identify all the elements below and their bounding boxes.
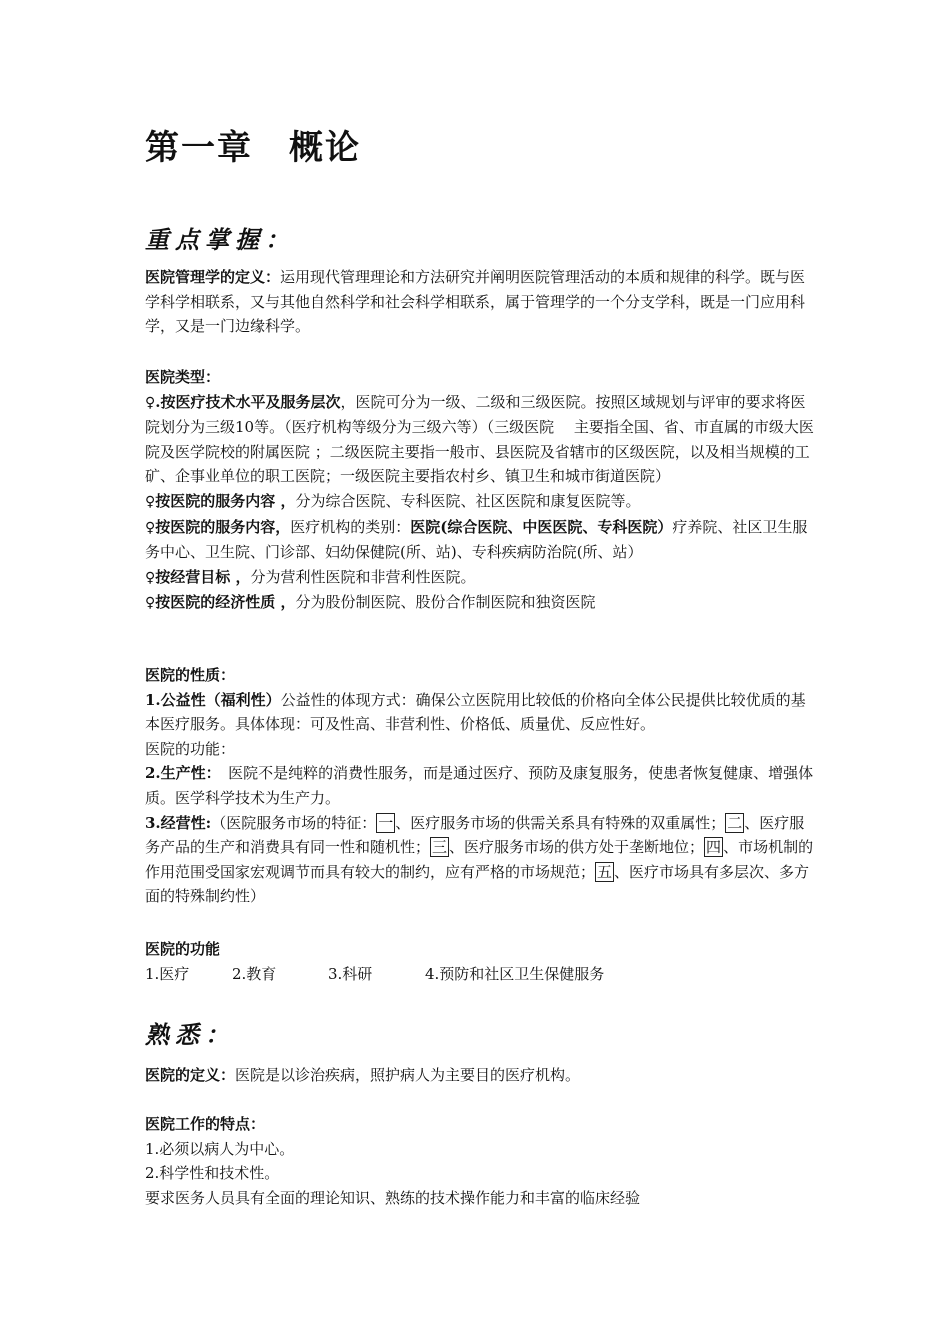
function-item: 1.医疗 xyxy=(145,964,190,983)
female-symbol-icon: ♀ xyxy=(145,569,156,586)
female-symbol-icon: ♀ xyxy=(145,519,156,536)
type-item-3-text: 医疗机构的类别： xyxy=(290,517,411,536)
nature-3-text: （医院服务市场的特征： xyxy=(211,813,377,832)
types-heading: 医院类型： xyxy=(145,368,221,386)
boxed-numeral: 四 xyxy=(706,838,722,857)
function-item: 2.教育 xyxy=(232,964,277,983)
nature-1-label: 1.公益性（福利性） xyxy=(145,690,281,709)
type-item-4-text: 分为营利性医院和非营利性医院。 xyxy=(250,567,476,586)
nature-2-text: 医院不是纯粹的消费性服务，而是通过医疗、预防及康复服务，使患者恢复健康、增强体质。医学科学技术为生产力。 xyxy=(145,764,814,807)
type-item-3-label: 按医院的服务内容， xyxy=(155,517,291,536)
boxed-numeral: 一 xyxy=(378,813,394,832)
work-characteristics xyxy=(145,1112,815,1210)
chapter-name: 概论 xyxy=(289,128,361,168)
boxed-numeral: 五 xyxy=(597,862,613,881)
hospital-nature xyxy=(145,663,815,909)
nature-3-text: 、医疗服务产品的生产和消费具有同一性和随机性； xyxy=(145,813,805,857)
functions-heading: 医院的功能 xyxy=(145,940,221,958)
nature-1-text: 公益性的体现方式：确保公立医院用比较低的价格向全体公民提供比较优质的基本医疗服务。具体体现：可及性高、非营利性、价格低、质量优、反应性好。 xyxy=(145,690,806,734)
hospital-types xyxy=(145,365,815,616)
hospital-def-label: 医院的定义： xyxy=(145,1066,236,1084)
type-item-1-text: ，医院可分为一级、二级和三级医院。按照区域规划与评审的要求将医院划分为三级10等。（医疗机构等级分为三级六等）（三级医院 主要指全国、省、市直属的市级大医院及医学院校的附属医院 ；二级医院主要指一般市、县医院及省辖市的区级医院，以及相当规模的工矿、企事业单位的职工医院；一级医院主要指农村乡、镇卫生和城市街道医院） xyxy=(145,392,814,486)
hospital-def-text: 医院是以诊治疾病，照护病人为主要目的医疗机构。 xyxy=(235,1066,581,1084)
female-symbol-icon: ♀ xyxy=(145,493,156,510)
nature-3-text: 、医疗市场具有多层次、多方面的特殊制约性） xyxy=(145,862,810,906)
section-heading-master: 重点掌握： xyxy=(145,225,295,254)
chapter-number: 第一章 xyxy=(145,128,253,168)
nature-function-line: 医院的功能： xyxy=(145,739,236,758)
type-item-2-label: 按医院的服务内容 ， xyxy=(155,491,296,510)
female-symbol-icon: ♀ xyxy=(145,394,156,411)
work-item-1: 1.必须以病人为中心。 xyxy=(145,1139,295,1158)
work-item-2: 2.科学性和技术性。 xyxy=(145,1164,280,1183)
boxed-numeral: 二 xyxy=(727,813,743,832)
type-item-5-text: 分为股份制医院、股份合作制医院和独资医院 xyxy=(295,593,596,612)
definition-label: 医院管理学的定义： xyxy=(145,268,281,286)
work-heading: 医院工作的特点： xyxy=(145,1115,266,1133)
function-item: 3.科研 xyxy=(328,964,373,983)
chapter-title xyxy=(145,120,361,169)
section-heading-familiar: 熟悉： xyxy=(145,1020,235,1049)
nature-3-label: 3.经营性: xyxy=(145,813,212,832)
female-symbol-icon: ♀ xyxy=(145,595,156,612)
boxed-numeral: 三 xyxy=(432,838,448,857)
definition-text: 运用现代管理理论和方法研究并阐明医院管理活动的本质和规律的科学。既与医学科学相联系，又与其他自然科学和社会科学相联系，属于管理学的一个分支学科，既是一门应用科学，又是一门边缘科学。 xyxy=(145,268,806,336)
work-item-3: 要求医务人员具有全面的理论知识、熟练的技术操作能力和丰富的临床经验 xyxy=(145,1188,641,1207)
type-item-2-text: 分为综合医院、专科医院、社区医院和康复医院等。 xyxy=(295,491,641,510)
nature-heading: 医院的性质： xyxy=(145,666,236,684)
type-item-3-text-2: 疗养院、社区卫生服务中心、卫生院、门诊部、妇幼保健院(所、站)、专科疾病防治院(所、站） xyxy=(145,517,808,562)
type-item-1-label: .按医疗技术水平及服务层次 xyxy=(155,392,341,411)
type-item-4-label: 按经营目标 ， xyxy=(155,567,251,586)
nature-3-text: 、医疗服务市场的供方处于垄断地位； xyxy=(449,838,705,857)
nature-3-text: 、医疗服务市场的供需关系具有特殊的双重属性； xyxy=(395,813,726,832)
function-item: 4.预防和社区卫生保健服务 xyxy=(425,964,605,983)
nature-3-text: 、市场机制的作用范围受国家宏观调节而具有较大的制约，应有严格的市场规范； xyxy=(145,838,814,881)
type-item-5-label: 按医院的经济性质 ， xyxy=(155,593,296,612)
hospital-functions xyxy=(145,937,815,986)
hospital-definition xyxy=(145,1063,815,1088)
nature-2-label: 2.生产性： xyxy=(145,764,214,783)
type-item-3-category: 医院(综合医院、中医医院、专科医院） xyxy=(410,517,673,536)
definition-paragraph xyxy=(145,265,815,339)
